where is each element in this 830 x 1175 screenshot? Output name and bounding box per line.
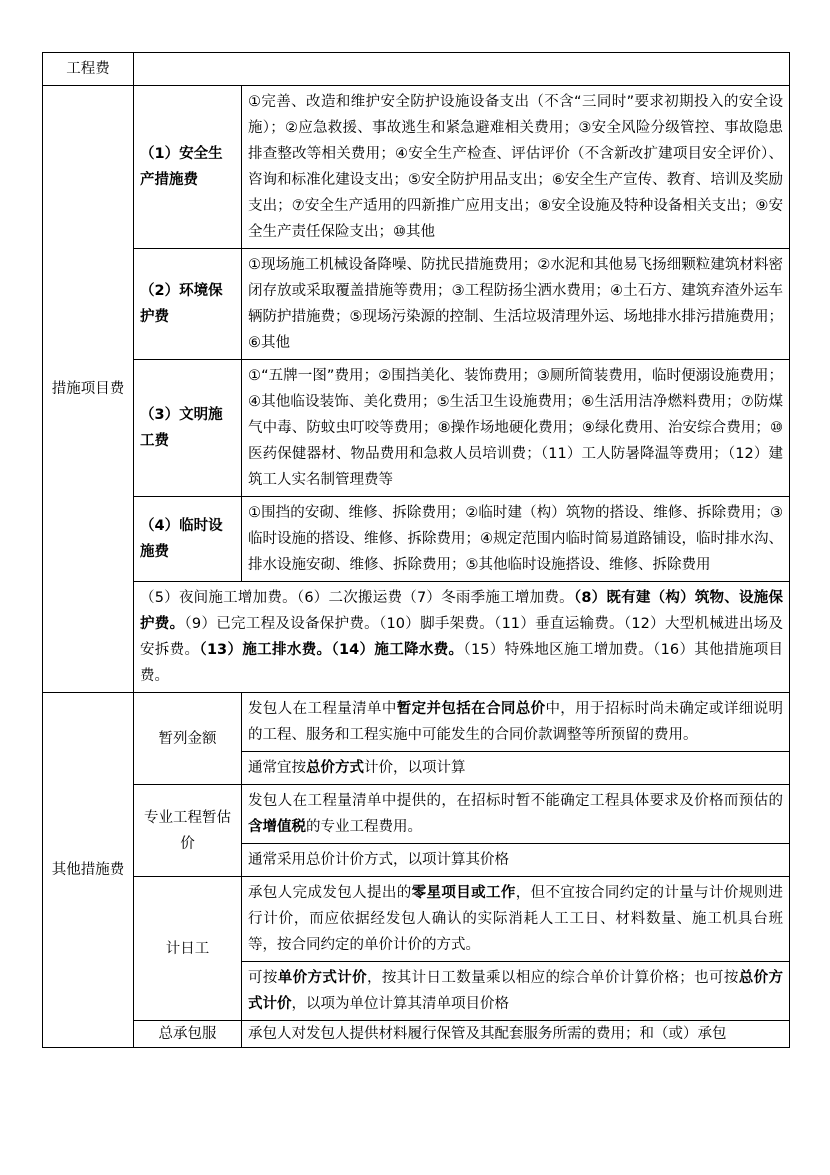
- other-items-bold: （8）既有建（构）筑物、设施保护费。: [140, 590, 784, 632]
- desc-text: 通常宜按: [248, 760, 306, 776]
- daywork-name: 计日工: [134, 877, 242, 1021]
- other-label: 其他措施费: [43, 693, 134, 1048]
- measure-name: （2）环境保护费: [134, 249, 242, 360]
- measure-desc: ①“五牌一图”费用；②围挡美化、装饰费用；③厕所简装费用，临时便溺设施费用；④其他临设装饰、美化费用；⑤生活卫生设施费用；⑥生活用洁净燃料费用；⑦防煤气中毒、防蚊虫叮咬等费用；⑧操作场地硬化费用；⑨绿化费用、治安综合费用；⑩医药保健器材、物品费用和急救人员培训费；（11）工人防暑降温等费用；（12）建筑工人实名制管理费等: [242, 360, 790, 497]
- daywork-method: [242, 962, 790, 1021]
- provisional-desc: [242, 693, 790, 752]
- measure-row: [43, 249, 790, 360]
- provisional-method: [242, 752, 790, 785]
- estimate-desc: [242, 785, 790, 844]
- measure-name: （3）文明施工费: [134, 360, 242, 497]
- desc-bold: 含增值税: [248, 819, 306, 835]
- gc-row: [43, 53, 790, 86]
- estimate-name: 专业工程暂估价: [134, 785, 242, 877]
- desc-text: 可按: [248, 970, 278, 986]
- daywork-desc: [242, 877, 790, 962]
- other-row: [43, 693, 790, 752]
- other-items-text: （5）夜间施工增加费。（6）二次搬运费（7）冬雨季施工增加费。: [140, 590, 574, 606]
- other-row: [43, 877, 790, 962]
- general-desc: 承包人对发包人提供材料履行保管及其配套服务所需的费用；和（或）承包: [242, 1021, 790, 1048]
- other-items-text: （9）已完工程及设备保护费。（10）脚手架费。（11）垂直运输费。（12）大型机械进出场及安拆费。: [140, 616, 784, 658]
- desc-text: 发包人在工程量清单中: [248, 701, 397, 717]
- gc-value: [134, 53, 790, 86]
- gc-label: 工程费: [43, 53, 134, 86]
- cost-table: [42, 52, 790, 1048]
- measure-desc: ①现场施工机械设备降噪、防扰民措施费用；②水泥和其他易飞扬细颗粒建筑材料密闭存放或采取覆盖措施等费用；③工程防扬尘洒水费用；④土石方、建筑弃渣外运车辆防护措施费；⑤现场污染源的控制、生活垃圾清理外运、场地排水排污措施费用；⑥其他: [242, 249, 790, 360]
- desc-bold: 总价方式计价: [248, 970, 784, 1012]
- estimate-method: 通常采用总价计价方式，以项计算其价格: [242, 844, 790, 877]
- desc-bold: 暂定并包括在合同总价: [396, 701, 546, 717]
- other-items-bold: （13）施工排水费。: [199, 642, 332, 658]
- desc-text: ，按其计日工数量乘以相应的综合单价计算价格；也可按: [366, 970, 739, 986]
- other-items-bold: （14）施工降水费。: [331, 642, 464, 658]
- desc-text: ，以项为单位计算其清单项目价格: [291, 996, 509, 1012]
- desc-text: 中，用于招标时尚未确定或详细说明的工程、服务和工程实施中可能发生的合同价款调整等所预留的费用。: [248, 701, 784, 743]
- measures-label: 措施项目费: [43, 86, 134, 693]
- measure-row: [43, 86, 790, 249]
- general-name: 总承包服: [134, 1021, 242, 1048]
- provisional-name: 暂列金额: [134, 693, 242, 785]
- other-items-text: （15）特殊地区施工增加费。（16）其他措施项目费。: [140, 642, 784, 684]
- measure-row: [43, 360, 790, 497]
- desc-bold: 总价方式: [306, 760, 364, 776]
- desc-text: 发包人在工程量清单中提供的，在招标时暂不能确定工程具体要求及价格而预估的: [248, 793, 784, 809]
- measure-row: [43, 497, 790, 582]
- desc-text: 计价，以项计算: [364, 760, 466, 776]
- measure-desc: ①围挡的安砌、维修、拆除费用；②临时建（构）筑物的搭设、维修、拆除费用；③临时设施的搭设、维修、拆除费用；④规定范围内临时简易道路铺设，临时排水沟、排水设施安砌、维修、拆除费用；⑤其他临时设施搭设、维修、拆除费用: [242, 497, 790, 582]
- measures-other-items: [134, 582, 790, 693]
- measure-desc: ①完善、改造和维护安全防护设施设备支出（不含“三同时”要求初期投入的安全设施）；②应急救援、事故逃生和紧急避难相关费用；③安全风险分级管控、事故隐患排查整改等相关费用；④安全生产检查、评估评价（不含新改扩建项目安全评价）、咨询和标准化建设支出；⑤安全防护用品支出；⑥安全生产宣传、教育、培训及奖励支出；⑦安全生产适用的四新推广应用支出；⑧安全设施及特种设备相关支出；⑨安全生产责任保险支出；⑩其他: [242, 86, 790, 249]
- measure-name: （4）临时设施费: [134, 497, 242, 582]
- desc-text: 承包人完成发包人提出的: [248, 885, 412, 901]
- measure-other-row: [43, 582, 790, 693]
- desc-bold: 零星项目或工作: [411, 885, 516, 901]
- desc-text: ，但不宜按合同约定的计量与计价规则进行计价，而应依据经发包人确认的实际消耗人工工日、材料数量、施工机具台班等，按合同约定的单价计价的方式。: [248, 885, 784, 953]
- other-row: [43, 785, 790, 844]
- measure-name: （1）安全生产措施费: [134, 86, 242, 249]
- other-row-partial: [43, 1021, 790, 1048]
- desc-bold: 单价方式计价: [277, 970, 367, 986]
- desc-text: 的专业工程费用。: [306, 819, 422, 835]
